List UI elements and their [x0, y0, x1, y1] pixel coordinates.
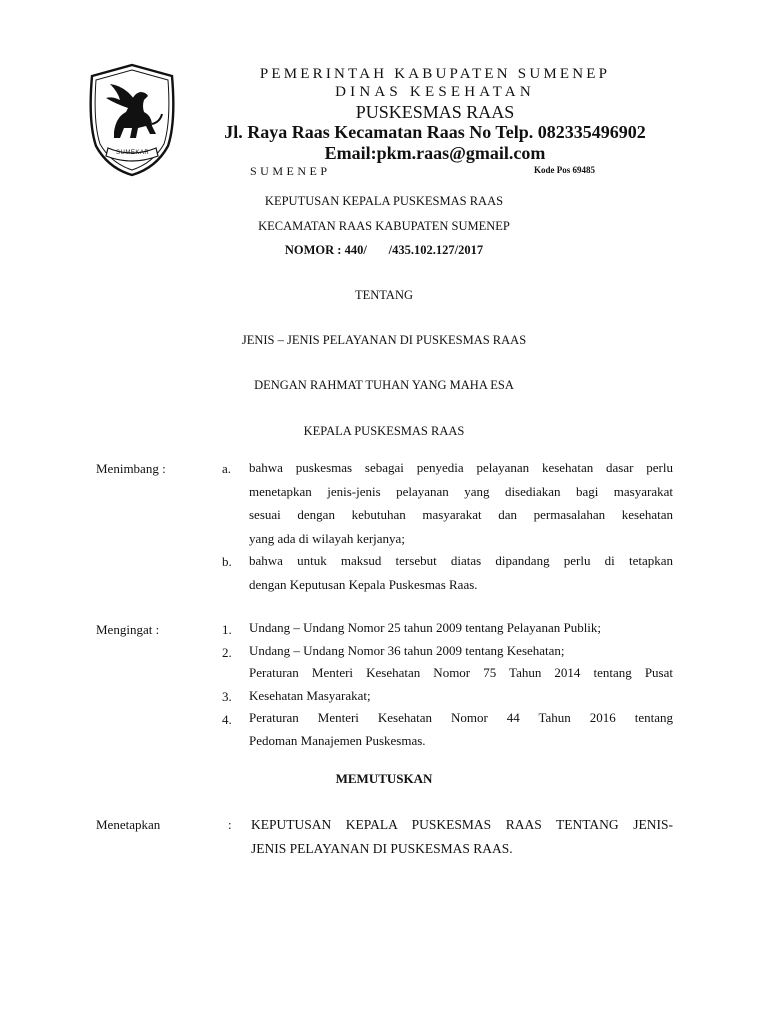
mengingat-label: Mengingat :	[96, 622, 160, 637]
mengingat-line: Peraturan Menteri Kesehatan Nomor 75 Tahun 2014 tentang Pusat	[249, 665, 673, 680]
mengingat-marker-4: 4.	[222, 712, 232, 727]
menetapkan-text	[251, 813, 673, 861]
logo-banner-text: SUMEKAR	[116, 150, 150, 156]
header-address: Jl. Raya Raas Kecamatan Raas No Telp. 082335496902	[224, 122, 646, 142]
decree-number: NOMOR : 440/ /435.102.127/2017	[284, 243, 484, 257]
menimbang-a-line: yang ada di wilayah kerjanya;	[249, 530, 405, 546]
mengingat-list	[249, 617, 673, 752]
decree-official: KEPALA PUSKESMAS RAAS	[303, 424, 465, 438]
mengingat-line: Undang – Undang Nomor 36 tahun 2009 tentang Kesehatan;	[249, 642, 565, 658]
menetapkan-label: Menetapkan	[96, 817, 161, 832]
mengingat-marker-2: 2.	[222, 645, 232, 660]
decree-title-line2: KECAMATAN RAAS KABUPATEN SUMENEP	[258, 219, 510, 233]
mengingat-marker-3: 3.	[222, 689, 232, 704]
menimbang-a-line: bahwa puskesmas sebagai penyedia pelayanan kesehatan dasar perlu	[249, 460, 673, 475]
decree-title-line1: KEPUTUSAN KEPALA PUSKESMAS RAAS	[264, 194, 504, 208]
mengingat-line: Pedoman Manajemen Puskesmas.	[249, 732, 426, 748]
menimbang-label: Menimbang :	[96, 461, 166, 476]
mengingat-line: Kesehatan Masyarakat;	[249, 687, 371, 703]
decree-subject: JENIS – JENIS PELAYANAN DI PUSKESMAS RAAS	[241, 333, 527, 347]
menimbang-marker-b: b.	[222, 554, 232, 569]
memutuskan-heading: MEMUTUSKAN	[335, 771, 433, 786]
decree-about: TENTANG	[354, 288, 413, 302]
decree-invocation: DENGAN RAHMAT TUHAN YANG MAHA ESA	[254, 378, 514, 392]
header-department: DINAS KESEHATAN	[335, 84, 535, 100]
mengingat-line: Undang – Undang Nomor 25 tahun 2009 tentang Pelayanan Publik;	[249, 620, 602, 635]
header-email: Email:pkm.raas@gmail.com	[324, 143, 546, 163]
menimbang-a-line: sesuai dengan kebutuhan masyarakat dan permasalahan kesehatan	[249, 507, 673, 522]
menimbang-marker-a: a.	[222, 461, 232, 476]
menetapkan-line: KEPUTUSAN KEPALA PUSKESMAS RAAS TENTANG JENIS-	[251, 817, 673, 832]
header-institution: PUSKESMAS RAAS	[355, 102, 515, 122]
header-postal-code: Kode Pos 69485	[534, 165, 596, 175]
menimbang-b-line: dengan Keputusan Kepala Puskesmas Raas.	[249, 576, 478, 592]
sumenep-crest-logo	[86, 62, 178, 178]
menimbang-b-line: bahwa untuk maksud tersebut diatas dipandang perlu di tetapkan	[249, 553, 673, 568]
menimbang-item-a	[249, 456, 673, 550]
header-city: SUMENEP	[250, 164, 331, 178]
header-government: PEMERINTAH KABUPATEN SUMENEP	[259, 66, 611, 82]
mengingat-line: Peraturan Menteri Kesehatan Nomor 44 Tahun 2016 tentang	[249, 710, 673, 725]
menimbang-item-b	[249, 549, 673, 596]
menetapkan-line: JENIS PELAYANAN DI PUSKESMAS RAAS.	[251, 841, 513, 856]
menimbang-a-line: menetapkan jenis-jenis pelayanan yang disediakan bagi masyarakat	[249, 483, 673, 499]
menetapkan-colon: :	[228, 817, 232, 832]
mengingat-marker-1: 1.	[222, 622, 232, 637]
